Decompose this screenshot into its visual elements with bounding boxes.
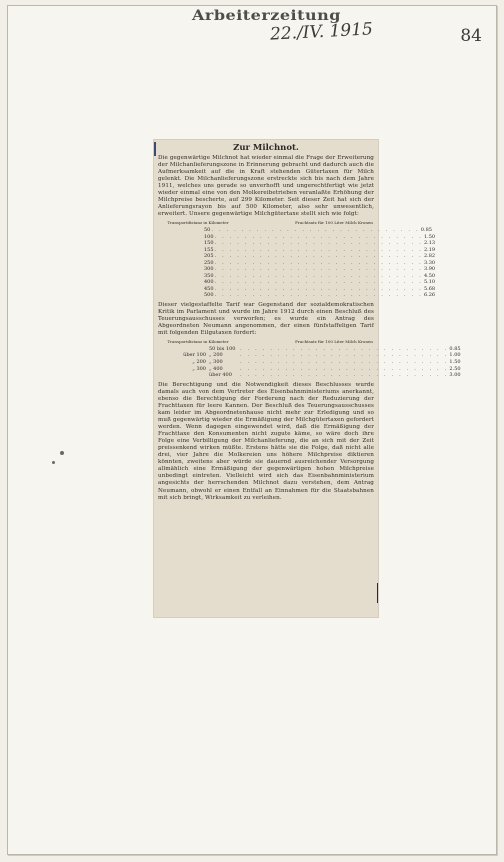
column-header-distance: Transportdistanz in Kilometer	[167, 220, 229, 226]
dot-leader: . . . . . . . . . . . . . . . . . . . . . . . . . . . .	[214, 233, 423, 240]
rate-table-current	[158, 220, 436, 299]
distance-cell: 100	[204, 233, 214, 240]
article-paragraph: Dieser vielgestaffelte Tarif war Gegenstand der sozialdemokratischen Kritik im Parlament und wurde im Jahre 1912 durch einen Beschluß des Teuerungsausschusses verworfen; es wurde ein Antrag des Abgeordneten Neumann angenommen, der einen fünfstaffeligen Tarif mit folgenden Eilgutaxen fordert:	[158, 302, 374, 337]
table-row	[158, 359, 461, 366]
dot-leader: . . . . . . . . . . . . . . . . . . . . . . . . . . . .	[240, 365, 449, 372]
clipping-edge-mark	[377, 583, 378, 603]
column-header-distance: Transportdistanz in Kilometer	[167, 339, 229, 345]
column-header-rate: Frachtsatz für 100 Liter Milch Kronen	[295, 220, 373, 226]
dot-leader: . . . . . . . . . . . . . . . . . . . . . . . . . . . .	[214, 240, 423, 247]
rate-cell: 1.50	[449, 359, 461, 366]
distance-to-cell: über 400	[209, 372, 232, 379]
distance-cell: 150	[204, 240, 214, 247]
handwritten-date: 22./IV. 1915	[269, 19, 374, 45]
dot-leader: . . . . . . . . . . . . . . . . . . . . . . . . . . . .	[214, 246, 423, 253]
distance-cell: 300	[204, 266, 214, 273]
distance-cell: 350	[204, 272, 214, 279]
dot-leader: . . . . . . . . . . . . . . . . . . . . . . . . . . . .	[240, 359, 449, 366]
distance-cell: 250	[204, 259, 214, 266]
table-row	[158, 365, 461, 373]
table-row	[158, 292, 436, 299]
rate-cell: 3.00	[449, 372, 461, 379]
table-header	[158, 221, 374, 226]
rate-cell: 3.30	[423, 259, 436, 266]
distance-to-cell: „ 300	[209, 359, 223, 366]
dot-leader: . . . . . . . . . . . . . . . . . . . . . . . . . . . .	[240, 345, 449, 352]
archive-sheet	[7, 5, 497, 855]
distance-cell: 450	[204, 285, 214, 292]
punch-hole-mark	[52, 461, 55, 464]
table-row	[158, 345, 461, 353]
rate-cell: 0.85	[420, 227, 432, 234]
column-header-rate: Frachtsatz für 100 Liter Milch Kronen	[295, 339, 373, 345]
article-title: Zur Milchnot.	[233, 143, 299, 153]
distance-to-cell: 50 bis 100	[209, 345, 236, 352]
dot-leader: . . . . . . . . . . . . . . . . . . . . . . . . . . . .	[240, 352, 449, 359]
rate-cell: 5.68	[423, 285, 436, 292]
distance-from-cell: „ 200	[192, 359, 206, 366]
dot-leader: . . . . . . . . . . . . . . . . . . . . . . . . . . . .	[214, 292, 423, 299]
table-header	[158, 340, 374, 345]
dot-leader: . . . . . . . . . . . . . . . . . . . . . . . . . . . .	[214, 266, 423, 273]
distance-from-cell: „ 300	[192, 365, 206, 372]
distance-cell: 400	[204, 279, 214, 286]
rate-cell: 2.50	[449, 365, 461, 372]
dot-leader: . . . . . . . . . . . . . . . . . . . . . . . . . . . .	[211, 227, 420, 234]
dot-leader: . . . . . . . . . . . . . . . . . . . . . . . . . . . .	[214, 259, 423, 266]
distance-from-cell: über 100	[183, 352, 206, 359]
dot-leader: . . . . . . . . . . . . . . . . . . . . . . . . . . . .	[214, 272, 423, 279]
punch-hole-mark	[60, 451, 64, 455]
newspaper-clipping	[154, 140, 461, 617]
page-number: 84	[460, 26, 482, 46]
distance-cell: 155	[204, 246, 214, 253]
rate-cell: 1.00	[449, 352, 461, 359]
rate-cell: 4.50	[423, 272, 436, 279]
rate-cell: 2.82	[423, 253, 436, 260]
dot-leader: . . . . . . . . . . . . . . . . . . . . . . . . . . . .	[214, 253, 423, 260]
dot-leader: . . . . . . . . . . . . . . . . . . . . . . . . . . . .	[240, 372, 449, 379]
rate-cell: 2.13	[423, 240, 436, 247]
dot-leader: . . . . . . . . . . . . . . . . . . . . . . . . . . . .	[214, 285, 423, 292]
distance-cell: 205	[204, 253, 214, 260]
rate-cell: 0.85	[449, 345, 461, 352]
distance-to-cell: „ 400	[209, 365, 223, 372]
table-row	[158, 352, 461, 359]
rate-table-proposed	[158, 339, 461, 379]
rate-cell: 1.50	[423, 233, 436, 240]
table-body	[158, 227, 436, 299]
distance-cell: 500	[204, 292, 214, 299]
distance-to-cell: „ 200	[209, 352, 223, 359]
rate-cell: 6.26	[423, 292, 436, 299]
rate-cell: 2.19	[423, 246, 436, 253]
distance-cell: 50	[204, 227, 211, 234]
dot-leader: . . . . . . . . . . . . . . . . . . . . . . . . . . . .	[214, 279, 423, 286]
rate-cell: 5.10	[423, 279, 436, 286]
table-row	[158, 372, 461, 379]
clipping-edge-mark	[154, 142, 156, 156]
newspaper-name-stamp: Arbeiterzeitung	[192, 7, 341, 24]
table-body	[158, 345, 461, 379]
article-paragraph: Die gegenwärtige Milchnot hat wieder einmal die Frage der Erweiterung der Milchanlieferungszone in Erinnerung gebracht und dadurch auch die Aufmerksamkeit auf die in Kraft stehenden Gütertaxen für Milch gelenkt. Die Milchanlieferungszone erstreckte sich bis nach dem Jahre 1911, welches uns gerade so unverhofft und ungerechtfertigt wie jetzt wieder einmal eine von den Molkereibetrieben veranlaßte Erhöhung der Milchpreise bescherte, auf 299 Kilometer. Seit dieser Zeit hat sich der Anlieferungsrayon bis auf 500 Kilometer, also sehr unwesentlich, erweitert. Unsere gegenwärtige Milchgütertaxe stellt sich wie folgt:	[158, 155, 374, 218]
rate-cell: 3.90	[423, 266, 436, 273]
article-paragraph: Die Berechtigung und die Notwendigkeit dieses Beschlusses wurde damals auch von dem Vertreter des Eisenbahnministeriums anerkannt, ebenso die Berechtigung der Forderung nach der Reduzierung der Frachttaxen für leere Kannen. Der Beschluß des Teuerungsausschusses kam leider im Abgeordnetenhause nicht mehr zur Erledigung und so muß gegenwärtig wieder die Ermäßigung der Milchgütertaxen gefordert werden. Wenn dagegen eingewendet wird, daß die Ermäßigung der Frachttaxe den Konsumenten nicht zugute käme, so wäre doch ihre Folge eine Verbilligung der Milchanlieferung, die an sich mit der Zeit preissenkend wirken müßte. Erstens hätte sie die Folge, daß nicht alle drei, vier Jahre die Molkereien uns höhere Milchpreise diktieren könnten, zweitens aber würde sie dauernd ausreichender Versorgung allmählich eine Ermäßigung der gegenwärtigen hohen Milchpreise unbedingt eintreten. Vielleicht wird sich das Eisenbahnministerium angesichts der herrschenden Milchnot dazu verstehen, dem Antrag Neumann, obwohl er einen Entfall an Einnahmen für die Staatsbahnen mit sich bringt, Wirksamkeit zu verleihen.	[158, 381, 374, 501]
